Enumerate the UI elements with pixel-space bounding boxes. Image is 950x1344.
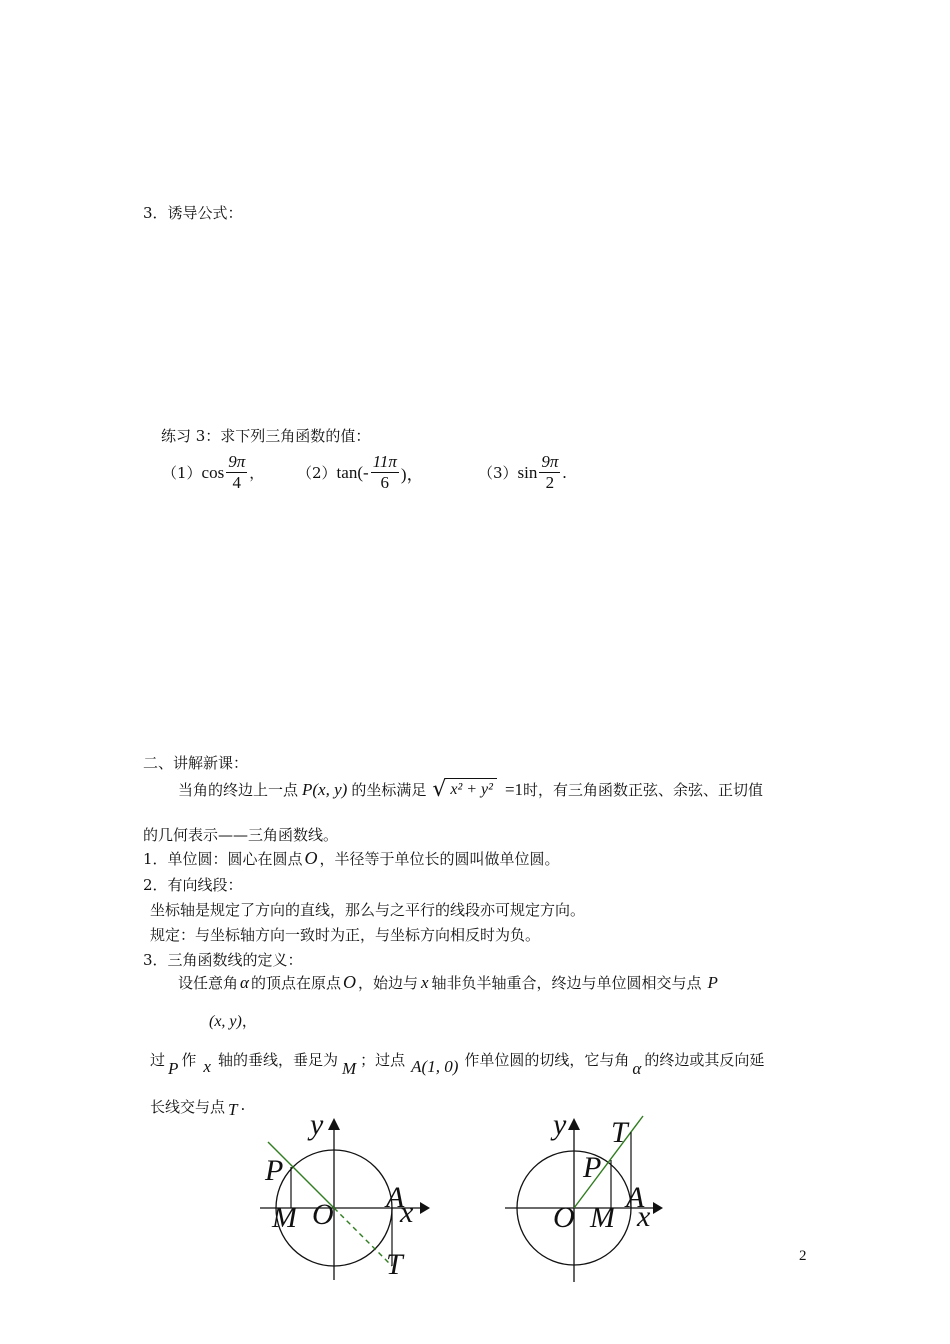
point-p: P bbox=[707, 973, 718, 992]
lecture-intro-line bbox=[178, 779, 763, 800]
text: 过 bbox=[150, 1051, 166, 1069]
label-x: x bbox=[637, 1200, 651, 1233]
label-m: M bbox=[272, 1201, 297, 1234]
label-t: T bbox=[386, 1248, 403, 1281]
label-y: y bbox=[310, 1108, 324, 1141]
exercise-item-1 bbox=[162, 452, 264, 493]
fraction bbox=[539, 452, 560, 493]
text: 轴非负半轴重合，终边与单位圆相交与点 bbox=[431, 974, 702, 992]
text: 作单位圆的切线，它与角 bbox=[464, 1051, 630, 1069]
text: ；过点 bbox=[360, 1051, 406, 1069]
text: 长线交与点 bbox=[150, 1098, 226, 1116]
numerator: 11π bbox=[372, 452, 397, 471]
diagram-right bbox=[495, 1110, 695, 1290]
definition-line-3 bbox=[150, 1049, 764, 1079]
numerator: 9π bbox=[541, 452, 559, 471]
definition-line-4 bbox=[150, 1096, 245, 1120]
directed-segment-line2: 规定：与坐标轴方向一致时为正，与坐标方向相反时为负。 bbox=[150, 926, 541, 944]
label-o: O bbox=[553, 1201, 575, 1234]
text: 设任意角 bbox=[178, 974, 239, 992]
punctuation: . bbox=[240, 1096, 246, 1114]
function-name: tan(- bbox=[336, 462, 369, 482]
fraction bbox=[226, 452, 247, 493]
section-heading: 3．诱导公式： bbox=[143, 204, 243, 222]
point-coords: (x, y) bbox=[209, 1013, 242, 1030]
lecture-heading: 二、讲解新课： bbox=[143, 754, 249, 772]
label-p: P bbox=[583, 1151, 602, 1184]
text: 的终边或其反向延 bbox=[644, 1051, 765, 1069]
label-x: x bbox=[400, 1196, 414, 1229]
fraction bbox=[371, 452, 399, 493]
item-trig-lines-def: 3．三角函数线的定义： bbox=[143, 951, 303, 969]
text: 的坐标满足 bbox=[351, 781, 427, 799]
function-name: cos bbox=[201, 462, 225, 482]
angle-alpha: α bbox=[240, 973, 249, 992]
label-a: A bbox=[626, 1181, 645, 1214]
exercise-item-2 bbox=[297, 452, 424, 493]
page-number: 2 bbox=[799, 1248, 807, 1264]
definition-point-coords bbox=[209, 1010, 257, 1031]
label-p: P bbox=[265, 1154, 284, 1187]
x-axis-arrow bbox=[653, 1202, 663, 1214]
origin-o: O bbox=[304, 848, 318, 868]
text: 轴的垂线，垂足为 bbox=[217, 1051, 338, 1069]
function-name: sin bbox=[517, 462, 538, 482]
text: 时，有三角函数正弦、余弦、正切值 bbox=[523, 781, 764, 799]
label-y: y bbox=[553, 1108, 567, 1141]
item-directed-segment: 2．有向线段： bbox=[143, 876, 243, 894]
exercise-item-label: （2） bbox=[297, 464, 337, 482]
punctuation: ， bbox=[249, 464, 265, 482]
exercise-title: 练习 3：求下列三角函数的值： bbox=[161, 427, 371, 445]
x-axis-symbol: x bbox=[203, 1057, 211, 1076]
unit-circle-diagram-left bbox=[250, 1110, 450, 1290]
terminal-side-extension bbox=[334, 1208, 392, 1266]
exercise-item-3 bbox=[478, 452, 567, 493]
equals-one: =1 bbox=[504, 779, 524, 799]
lecture-intro-cont: 的几何表示——三角函数线。 bbox=[143, 826, 339, 844]
exercise-item-label: （1） bbox=[162, 464, 202, 482]
item-unit-circle bbox=[143, 848, 560, 869]
y-axis-arrow bbox=[568, 1118, 580, 1130]
punctuation: ， bbox=[241, 1012, 257, 1030]
denominator: 2 bbox=[545, 473, 555, 492]
text: ，始边与 bbox=[357, 974, 418, 992]
numerator: 9π bbox=[228, 452, 246, 471]
radical-sign: √ bbox=[432, 777, 447, 802]
label-o: O bbox=[312, 1198, 334, 1231]
text: 的顶点在原点 bbox=[250, 974, 341, 992]
denominator: 6 bbox=[380, 473, 390, 492]
x-axis-symbol: x bbox=[420, 973, 429, 992]
text: 当角的终边上一点 bbox=[178, 781, 299, 799]
directed-segment-line1: 坐标轴是规定了方向的直线，那么与之平行的线段亦可规定方向。 bbox=[150, 901, 586, 919]
radicand: x² + y² bbox=[446, 778, 497, 798]
x-axis-arrow bbox=[420, 1202, 430, 1214]
y-axis-arrow bbox=[328, 1118, 340, 1130]
foot-m: M bbox=[341, 1059, 357, 1078]
exercise-item-label: （3） bbox=[478, 464, 518, 482]
diagram-left bbox=[250, 1110, 450, 1290]
text: 1．单位圆：圆心在圆点 bbox=[143, 850, 303, 868]
text: 作 bbox=[181, 1051, 197, 1069]
denominator: 4 bbox=[232, 473, 241, 492]
origin-o: O bbox=[342, 972, 356, 992]
punctuation: . bbox=[562, 462, 567, 482]
point-t: T bbox=[228, 1100, 238, 1119]
point-a: A(1, 0) bbox=[411, 1057, 459, 1076]
definition-line bbox=[178, 972, 718, 993]
point-p: P bbox=[168, 1059, 179, 1078]
punctuation: )， bbox=[400, 465, 424, 484]
point-p: P(x, y) bbox=[302, 779, 348, 799]
sqrt-expression bbox=[432, 777, 497, 802]
text: ，半径等于单位长的圆叫做单位圆。 bbox=[319, 850, 560, 868]
unit-circle-diagram-right bbox=[495, 1110, 695, 1290]
angle-alpha: α bbox=[632, 1059, 642, 1078]
label-m: M bbox=[590, 1201, 615, 1234]
label-t: T bbox=[611, 1116, 628, 1149]
label-a: A bbox=[386, 1181, 405, 1214]
